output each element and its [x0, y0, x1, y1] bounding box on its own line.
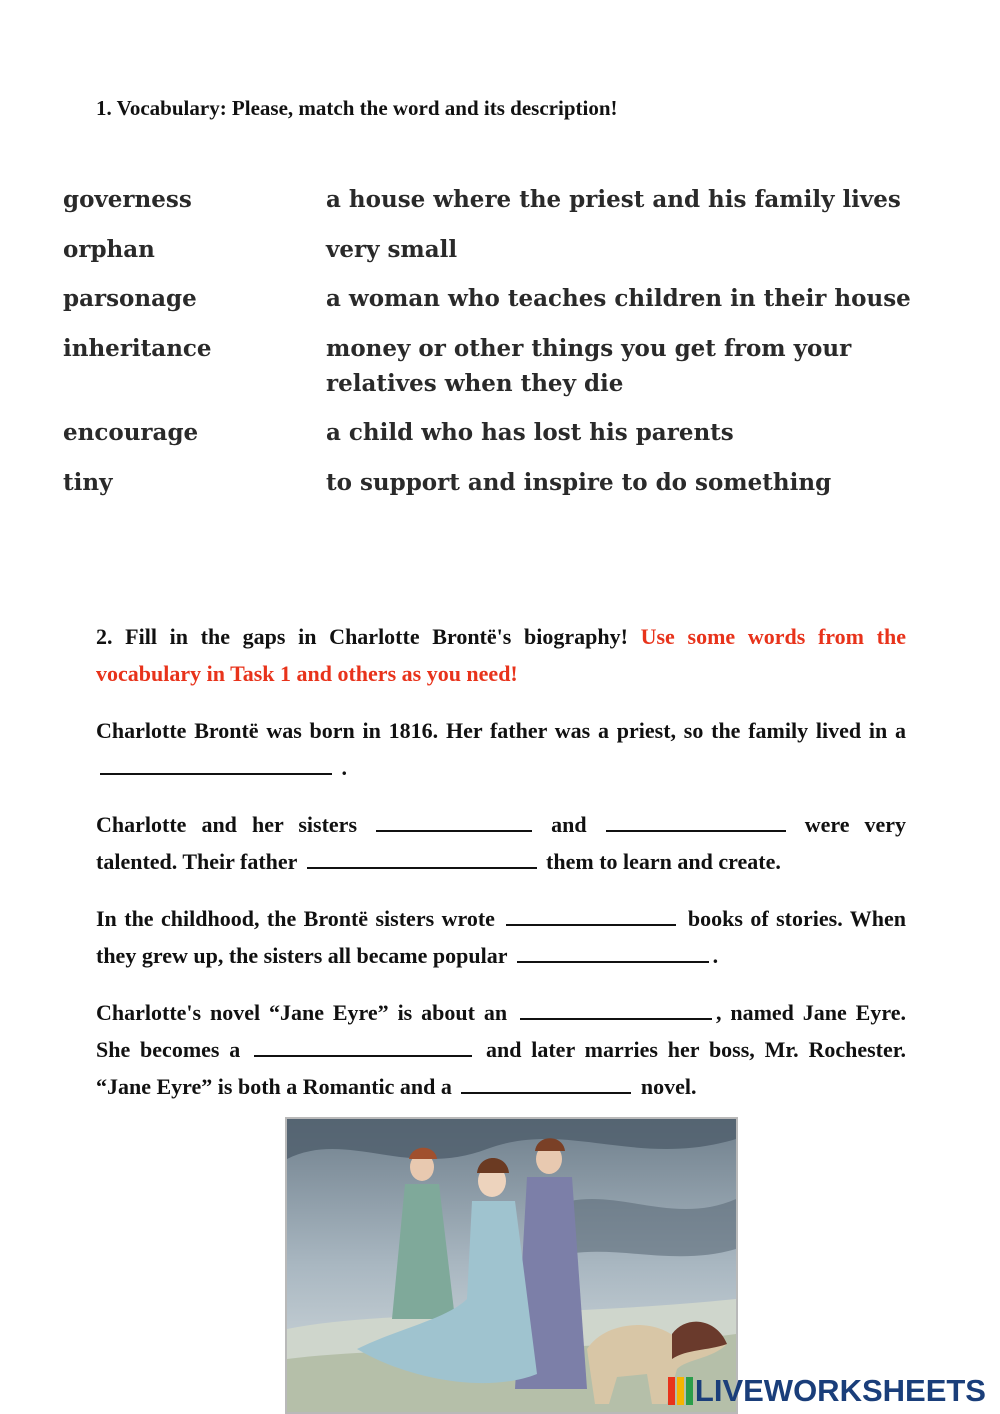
paragraph-4: [96, 994, 906, 1105]
gap-6-input[interactable]: [517, 939, 709, 963]
vocab-description-2[interactable]: very small: [326, 236, 458, 263]
p3-text-b: books of stories. When they grew up, the sisters all became popular: [96, 906, 906, 968]
p4-text-d: novel.: [640, 1074, 697, 1099]
gap-7-input[interactable]: [520, 996, 712, 1020]
vocab-word-tiny[interactable]: tiny: [63, 469, 113, 496]
task2-heading-text: 2. Fill in the gaps in Charlotte Brontë's biography!: [96, 624, 628, 649]
p1-text-b: .: [341, 755, 347, 780]
p3-text-a: In the childhood, the Brontë sisters wrote: [96, 906, 495, 931]
task2-heading: [96, 618, 906, 692]
vocab-word-encourage[interactable]: encourage: [63, 419, 199, 446]
liveworksheets-logo-icon: [667, 1375, 695, 1407]
paragraph-3: [96, 900, 906, 974]
vocab-description-5[interactable]: a child who has lost his parents: [326, 419, 734, 446]
p3-text-c: .: [712, 943, 719, 968]
illustration-drawing: [287, 1119, 736, 1412]
bronte-sisters-illustration: [285, 1117, 738, 1414]
gap-4-input[interactable]: [307, 845, 537, 869]
p2-text-b: and: [551, 812, 587, 837]
p4-text-b: , named Jane Eyre. She becomes a: [96, 1000, 906, 1062]
liveworksheets-logo[interactable]: [667, 1373, 986, 1409]
p1-text-a: Charlotte Brontë was born in 1816. Her father was a priest, so the family lived in a: [96, 718, 906, 743]
p4-text-a: Charlotte's novel “Jane Eyre” is about an: [96, 1000, 508, 1025]
liveworksheets-logo-text: LIVEWORKSHEETS: [694, 1373, 986, 1408]
vocab-word-governess[interactable]: governess: [63, 186, 192, 213]
gap-5-input[interactable]: [506, 902, 676, 926]
vocab-word-parsonage[interactable]: parsonage: [63, 285, 197, 312]
task2-heading-instruction: Use some words from the vocabulary in Task 1 and others as you need!: [96, 624, 906, 686]
p2-text-c: were very talented. Their father: [96, 812, 907, 874]
paragraph-1: [96, 712, 906, 786]
vocab-description-4[interactable]: money or other things you get from your relatives when they die: [326, 335, 852, 397]
vocab-word-inheritance[interactable]: inheritance: [63, 335, 212, 362]
p2-text-a: Charlotte and her sisters: [96, 812, 358, 837]
gap-8-input[interactable]: [254, 1033, 472, 1057]
vocab-description-3[interactable]: a woman who teaches children in their house: [326, 285, 911, 312]
gap-2-input[interactable]: [376, 808, 532, 832]
paragraph-2: [96, 806, 906, 880]
gap-3-input[interactable]: [606, 808, 786, 832]
task1-heading: 1. Vocabulary: Please, match the word and its description!: [96, 96, 618, 120]
vocab-description-1[interactable]: a house where the priest and his family lives: [326, 186, 901, 213]
gap-9-input[interactable]: [461, 1070, 631, 1094]
gap-1-input[interactable]: [100, 751, 332, 775]
vocab-word-orphan[interactable]: orphan: [63, 236, 155, 263]
vocab-description-6[interactable]: to support and inspire to do something: [326, 469, 832, 496]
p4-text-c: and later marries her boss, Mr. Rochester. “Jane Eyre” is both a Romantic and a: [96, 1037, 907, 1099]
p2-text-d: them to learn and create.: [546, 849, 781, 874]
